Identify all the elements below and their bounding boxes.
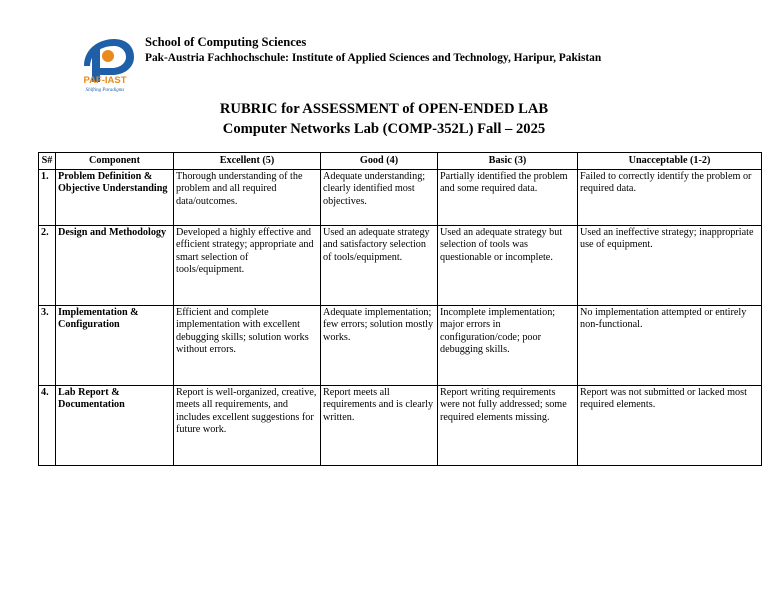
course-title: Computer Networks Lab (COMP-352L) Fall – 2025 — [222, 121, 546, 137]
logo-tagline: Shifting Paradigms — [85, 88, 125, 93]
cell-basic: Partially identified the problem and some required data. — [438, 170, 578, 226]
table-row — [39, 386, 762, 466]
row-number: 2. — [39, 226, 56, 306]
cell-basic: Incomplete implementation; major errors in configuration/code; poor debugging skills. — [438, 306, 578, 386]
row-number: 3. — [39, 306, 56, 386]
table-row — [39, 170, 762, 226]
header-sn: S# — [39, 153, 56, 170]
institute-name: Pak-Austria Fachhochschule: Institute of Applied Sciences and Technology, Haripur, Pakistan — [145, 52, 602, 64]
institute-logo — [74, 36, 136, 94]
cell-good: Used an adequate strategy and satisfactory selection of tools/equipment. — [321, 226, 438, 306]
header-good: Good (4) — [321, 153, 438, 170]
cell-unacceptable: Failed to correctly identify the problem or required data. — [578, 170, 762, 226]
logo-text: PAF-IAST — [83, 75, 127, 86]
cell-basic: Report writing requirements were not fully addressed; some required elements missing. — [438, 386, 578, 466]
row-component: Lab Report & Documentation — [56, 386, 174, 466]
cell-basic: Used an adequate strategy but selection of tools was questionable or incomplete. — [438, 226, 578, 306]
school-name: School of Computing Sciences — [145, 35, 307, 49]
header-excellent: Excellent (5) — [174, 153, 321, 170]
cell-excellent: Report is well-organized, creative, meets all requirements, and includes excellent suggestions for future work. — [174, 386, 321, 466]
row-component: Implementation & Configuration — [56, 306, 174, 386]
header-unacceptable: Unacceptable (1-2) — [578, 153, 762, 170]
row-component: Design and Methodology — [56, 226, 174, 306]
row-component: Problem Definition & Objective Understanding — [56, 170, 174, 226]
table-row — [39, 306, 762, 386]
row-number: 1. — [39, 170, 56, 226]
cell-excellent: Thorough understanding of the problem and all required data/outcomes. — [174, 170, 321, 226]
table-row — [39, 226, 762, 306]
rubric-title: RUBRIC for ASSESSMENT of OPEN-ENDED LAB — [219, 101, 549, 117]
header-basic: Basic (3) — [438, 153, 578, 170]
cell-good: Report meets all requirements and is clearly written. — [321, 386, 438, 466]
rubric-table — [38, 152, 762, 466]
row-number: 4. — [39, 386, 56, 466]
cell-good: Adequate implementation; few errors; solution mostly works. — [321, 306, 438, 386]
cell-good: Adequate understanding; clearly identified most objectives. — [321, 170, 438, 226]
header-component: Component — [56, 153, 174, 170]
cell-unacceptable: Report was not submitted or lacked most required elements. — [578, 386, 762, 466]
cell-excellent: Efficient and complete implementation with excellent debugging skills; solution works without errors. — [174, 306, 321, 386]
cell-unacceptable: Used an ineffective strategy; inappropriate use of equipment. — [578, 226, 762, 306]
cell-unacceptable: No implementation attempted or entirely non-functional. — [578, 306, 762, 386]
cell-excellent: Developed a highly effective and efficient strategy; appropriate and smart selection of tools/equipment. — [174, 226, 321, 306]
table-header-row — [39, 153, 762, 170]
